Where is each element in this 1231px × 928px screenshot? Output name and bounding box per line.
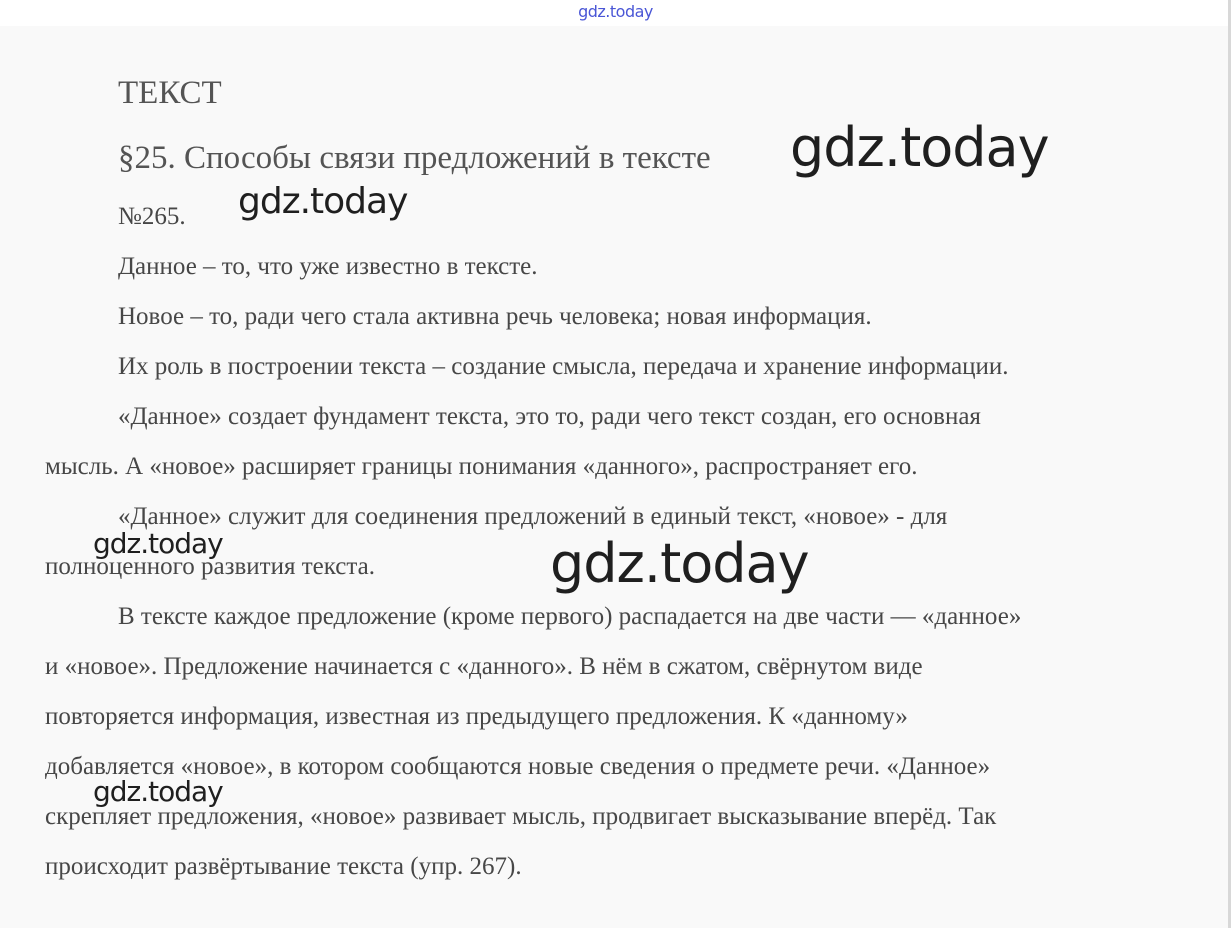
watermark: gdz.today: [93, 527, 223, 560]
text-line: и «новое». Предложение начинается с «данного». В нём в сжатом, свёрнутом виде: [45, 653, 923, 680]
task-number: №265.: [118, 203, 186, 230]
text-line: происходит развёртывание текста (упр. 267).: [45, 853, 522, 880]
text-line: «Данное» создает фундамент текста, это то, ради чего текст создан, его основная: [118, 403, 981, 430]
text-line: «Данное» служит для соединения предложений в единый текст, «новое» - для: [118, 503, 948, 530]
watermark: gdz.today: [93, 775, 223, 808]
watermark: gdz.today: [550, 532, 809, 595]
text-line: добавляется «новое», в котором сообщаются новые сведения о предмете речи. «Данное»: [45, 753, 991, 780]
section-heading: §25. Способы связи предложений в тексте: [118, 140, 711, 176]
text-line: скрепляет предложения, «новое» развивает мысль, продвигает высказывание вперёд. Так: [45, 803, 997, 830]
text-line: В тексте каждое предложение (кроме первого) распадается на две части — «данное»: [118, 603, 1022, 630]
text-line: Данное – то, что уже известно в тексте.: [118, 253, 538, 280]
site-link[interactable]: gdz.today: [578, 2, 653, 21]
document-title: ТЕКСТ: [118, 75, 222, 111]
watermark: gdz.today: [238, 181, 408, 222]
watermark: gdz.today: [790, 116, 1049, 179]
text-line: Их роль в построении текста – создание смысла, передача и хранение информации.: [118, 353, 1009, 380]
text-line: повторяется информация, известная из предыдущего предложения. К «данному»: [45, 703, 908, 730]
text-line: полноценного развития текста.: [45, 553, 375, 580]
text-line: Новое – то, ради чего стала активна речь человека; новая информация.: [118, 303, 872, 330]
text-line: мысль. А «новое» расширяет границы понимания «данного», распространяет его.: [45, 453, 918, 480]
